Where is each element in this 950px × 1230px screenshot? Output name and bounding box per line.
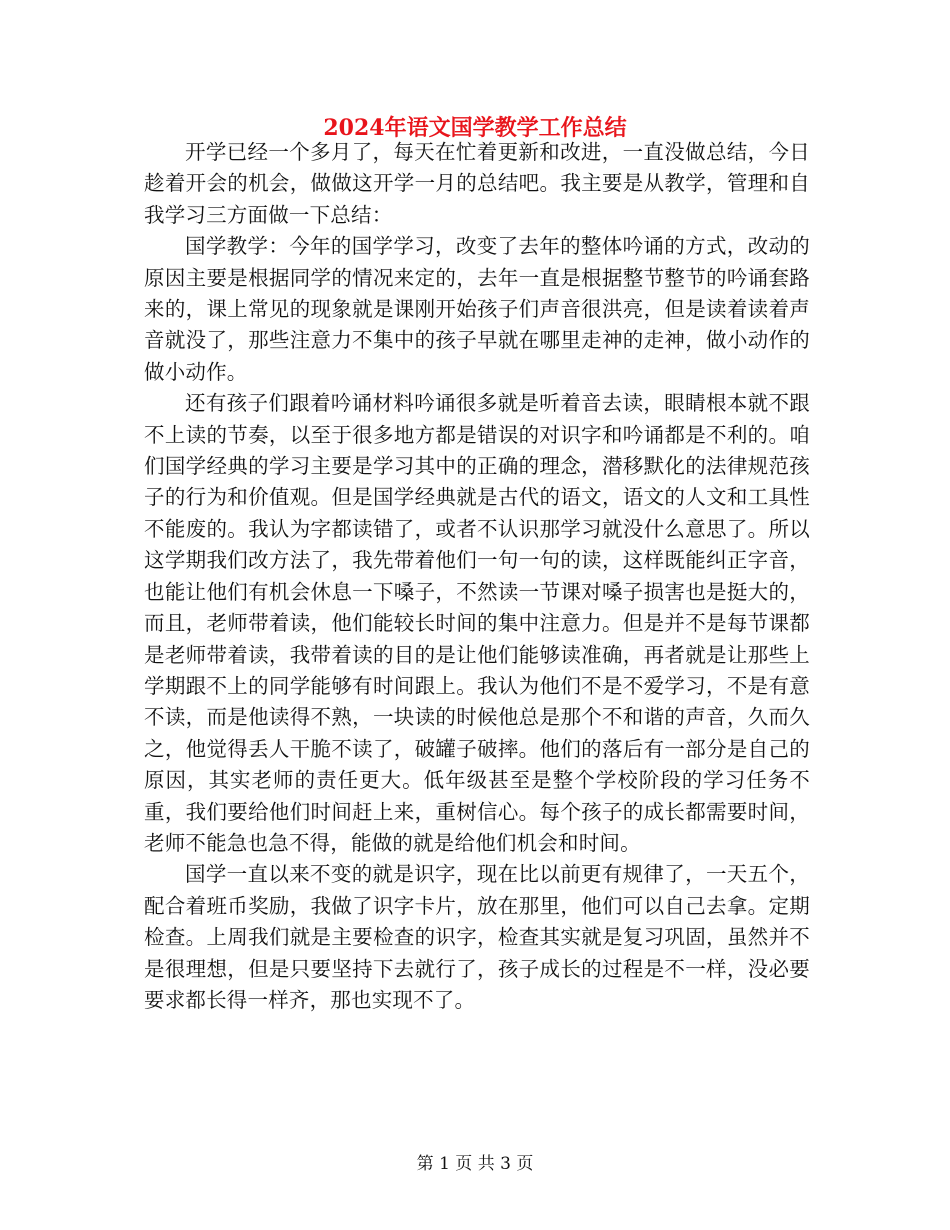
page-number-label: 第 1 页 共 3 页: [416, 1154, 534, 1174]
paragraph-intro: 开学已经一个多月了，每天在忙着更新和改进，一直没做总结，今日趁着开会的机会，做做这开学一月的总结吧。我主要是从教学，管理和自我学习三方面做一下总结：: [144, 140, 810, 227]
document-body: [144, 137, 810, 1016]
document-title: 2024年语文国学教学工作总结: [323, 115, 627, 141]
page-footer: [0, 1153, 950, 1175]
paragraph-reading-method: 还有孩子们跟着吟诵材料吟诵很多就是听着音去读，眼睛根本就不跟不上读的节奏，以至于很多地方都是错误的对识字和吟诵都是不利的。咱们国学经典的学习主要是学习其中的正确的理念，潜移默化的法律规范孩子的行为和价值观。但是国学经典就是古代的语文，语文的人文和工具性不能废的。我认为字都读错了，或者不认识那学习就没什么意思了。所以这学期我们改方法了，我先带着他们一句一句的读，这样既能纠正字音，也能让他们有机会休息一下嗓子，不然读一节课对嗓子损害也是挺大的，而且，老师带着读，他们能较长时间的集中注意力。但是并不是每节课都是老师带着读，我带着读的目的是让他们能够读准确，再者就是让那些上学期跟不上的同学能够有时间跟上。我认为他们不是不爱学习，不是有意不读，而是他读得不熟，一块读的时候他总是那个不和谐的声音，久而久之，他觉得丢人干脆不读了，破罐子破摔。他们的落后有一部分是自己的原因，其实老师的责任更大。低年级甚至是整个学校阶段的学习任务不重，我们要给他们时间赶上来，重树信心。每个孩子的成长都需要时间，老师不能急也急不得，能做的就是给他们机会和时间。: [144, 391, 810, 855]
paragraph-literacy: 国学一直以来不变的就是识字，现在比以前更有规律了，一天五个，配合着班币奖励，我做了识字卡片，放在那里，他们可以自己去拿。定期检查。上周我们就是主要检查的识字，检查其实就是复习巩固，虽然并不是很理想，但是只要坚持下去就行了，孩子成长的过程是不一样，没必要要求都长得一样齐，那也实现不了。: [144, 862, 810, 1012]
paragraph-guoxue-teaching: 国学教学：今年的国学学习，改变了去年的整体吟诵的方式，改动的原因主要是根据同学的情况来定的，去年一直是根据整节整节的吟诵套路来的，课上常见的现象就是课刚开始孩子们声音很洪亮，但是读着读着声音就没了，那些注意力不集中的孩子早就在哪里走神的走神，做小动作的做小动作。: [144, 234, 810, 384]
